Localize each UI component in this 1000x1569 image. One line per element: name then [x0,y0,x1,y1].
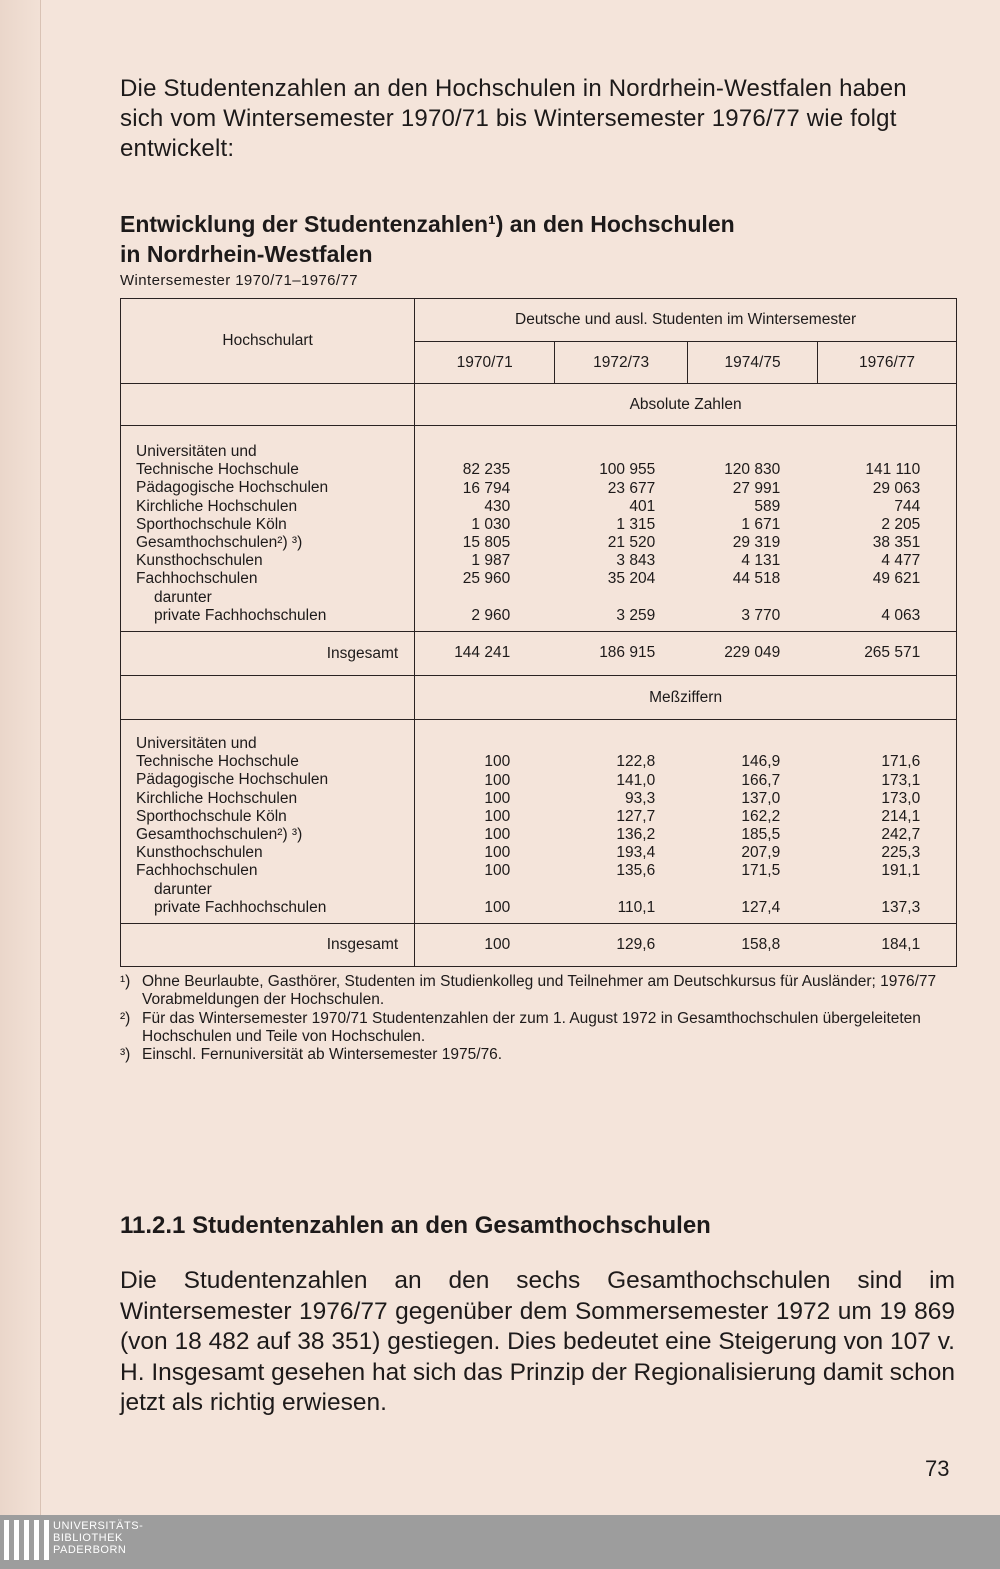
value-cell: 122,8 [616,753,656,771]
row-label: Pädagogische Hochschulen [136,771,329,789]
row-label: darunter [154,588,212,606]
value-cell: 207,9 [741,844,781,862]
intro-paragraph: Die Studentenzahlen an den Hochschulen in Nordrhein-Westfalen haben sich vom Wintersemester 1970/71 bis Wintersemester 1976/77 wie folgt entwickelt: [120,75,907,162]
total-cell: 129,6 [616,935,656,953]
total-cell: 229 049 [724,644,781,662]
value-cell: 100 [484,862,511,880]
value-cell: 100 [484,826,511,844]
value-cell: 120 830 [724,461,781,479]
value-cell: 100 [484,771,511,789]
row-label: Kunsthochschulen [136,552,263,570]
value-cell [510,443,655,461]
value-cell: 127,7 [616,807,656,825]
table-subtitle: Wintersemester 1970/71–1976/77 [120,272,358,289]
value-cell: 82 235 [462,461,511,479]
table-title [120,209,955,269]
value-cell: 3 770 [741,606,781,624]
value-cell: 137,3 [881,898,921,916]
row-labels-index [121,720,415,924]
value-cell: 430 [484,497,511,515]
row-label: Universitäten und [136,734,257,752]
value-cell: 744 [894,497,921,515]
value-cell [415,735,510,753]
row-label: Pädagogische Hochschulen [136,479,329,497]
value-cell: 4 477 [881,552,921,570]
value-cell: 21 520 [607,534,656,552]
value-cell: 15 805 [462,534,511,552]
value-cell [655,443,780,461]
student-table [120,298,957,967]
value-cell: 171,6 [881,753,921,771]
value-cell: 1 671 [741,515,781,533]
value-cell: 110,1 [617,898,656,916]
section-paragraph: Die Studentenzahlen an den sechs Gesamthochschulen sind im Wintersemester 1976/77 gegenüber dem Sommersemester 1972 um 19 869 (von 18 482 auf 38 351) gestiegen. Dies bedeutet eine Steigerung von 107 v. H. Insgesamt gesehen hat sich das Prinzip der Regionalisierung damit schon jetzt als richtig erwiesen. [120,1267,955,1416]
footnotes [120,973,956,1064]
value-cell: 166,7 [741,771,781,789]
row-label: darunter [154,880,212,898]
index-values [415,720,957,924]
value-cell [415,881,510,899]
value-cell: 137,0 [741,789,781,807]
value-cell: 38 351 [872,534,921,552]
value-cell: 44 518 [732,570,781,588]
total-label: Insgesamt [121,632,415,676]
value-cell [780,881,920,899]
row-label: Technische Hochschule [136,461,299,479]
absolute-values [415,426,957,632]
value-cell: 49 621 [872,570,921,588]
col-header-hochschulart: Hochschulart [121,299,415,384]
value-cell: 25 960 [462,570,511,588]
row-label: Sporthochschule Köln [136,515,287,533]
absolute-grid [415,443,956,625]
value-cell: 93,3 [625,789,656,807]
value-cell [510,735,655,753]
value-cell: 173,0 [881,789,921,807]
row-label: Kirchliche Hochschulen [136,497,298,515]
value-cell [655,881,780,899]
value-cell: 214,1 [881,807,921,825]
row-label: Kirchliche Hochschulen [136,789,298,807]
row-label: Gesamthochschulen²) ³) [136,825,303,843]
value-cell: 225,3 [881,844,921,862]
total-cell: 144 241 [454,644,511,662]
value-cell [655,735,780,753]
total-cell: 158,8 [741,935,781,953]
total-cell: 186 915 [599,644,656,662]
row-label: Kunsthochschulen [136,844,263,862]
value-cell [780,589,920,607]
value-cell: 185,5 [741,826,781,844]
value-cell [415,589,510,607]
total-cell: 184,1 [881,935,921,953]
value-cell: 100 955 [599,461,656,479]
value-cell [510,589,655,607]
value-cell: 16 794 [462,479,511,497]
value-cell: 29 063 [872,479,921,497]
year-header: 1974/75 [688,342,818,384]
value-cell: 173,1 [881,771,921,789]
page-number: 73 [925,1456,950,1481]
value-cell: 193,4 [616,844,656,862]
footnote: ³) Einschl. Fernuniversität ab Wintersemester 1975/76. [120,1046,503,1064]
value-cell: 100 [484,898,511,916]
value-cell: 136,2 [616,826,656,844]
value-cell: 135,6 [616,862,656,880]
value-cell: 100 [484,844,511,862]
value-cell: 3 259 [616,606,656,624]
value-cell: 1 030 [471,515,511,533]
row-labels-absolute [121,426,415,632]
index-grid [415,735,956,917]
value-cell: 4 063 [881,606,921,624]
value-cell [510,881,655,899]
value-cell: 589 [754,497,781,515]
section-absolute-zahlen: Absolute Zahlen [415,384,957,426]
value-cell: 100 [484,753,511,771]
value-cell: 100 [484,807,511,825]
value-cell: 146,9 [741,753,781,771]
row-label: Fachhochschulen [136,570,258,588]
value-cell [655,589,780,607]
year-header: 1972/73 [555,342,688,384]
library-footer-bar [0,1515,1000,1569]
value-cell: 191,1 [881,862,921,880]
value-cell: 27 991 [732,479,781,497]
value-cell: 171,5 [741,862,781,880]
footnote: ¹) Ohne Beurlaubte, Gasthörer, Studenten im Studienkolleg und Teilnehmer am Deutschkursus für Ausländer; 1976/77 Vorabmeldungen der Hochschulen. [120,973,937,1009]
value-cell: 100 [484,789,511,807]
value-cell: 1 987 [471,552,511,570]
row-label: Technische Hochschule [136,753,299,771]
section-messziffern: Meßziffern [415,676,957,720]
table-title-line-2: in Nordrhein-Westfalen [120,241,373,267]
total-cell: 100 [484,935,511,953]
row-label: private Fachhochschulen [154,606,327,624]
value-cell [780,735,920,753]
total-cell: 265 571 [864,644,921,662]
absolute-total-row [415,632,957,676]
value-cell: 127,4 [741,898,781,916]
library-name: UNIVERSITÄTS- BIBLIOTHEK PADERBORN [53,1520,144,1556]
footnote: ²) Für das Wintersemester 1970/71 Studentenzahlen der zum 1. August 1972 in Gesamthochschulen übergeleiteten Hochschulen und Teile von Hochschulen. [120,1009,921,1045]
index-total-row [415,924,957,967]
value-cell: 141,0 [616,771,656,789]
total-label: Insgesamt [121,924,415,967]
value-cell: 162,2 [741,807,781,825]
page-gutter [0,0,41,1515]
value-cell: 141 110 [865,461,921,479]
year-header: 1976/77 [818,342,957,384]
value-cell [415,443,510,461]
section-heading: 11.2.1 Studentenzahlen an den Gesamthochschulen [120,1212,711,1239]
library-logo-icon [4,1520,49,1560]
value-cell: 35 204 [607,570,656,588]
row-label: private Fachhochschulen [154,898,327,916]
value-cell [780,443,920,461]
value-cell: 2 205 [881,515,921,533]
value-cell: 401 [629,497,656,515]
value-cell: 1 315 [616,515,656,533]
year-header: 1970/71 [415,342,555,384]
row-label: Gesamthochschulen²) ³) [136,533,303,551]
row-label: Universitäten und [136,442,257,460]
value-cell: 242,7 [881,826,921,844]
group-header: Deutsche und ausl. Studenten im Wintersemester [415,299,957,342]
value-cell: 4 131 [741,552,781,570]
row-label: Sporthochschule Köln [136,807,287,825]
value-cell: 29 319 [732,534,781,552]
value-cell: 23 677 [607,479,656,497]
value-cell: 3 843 [616,552,656,570]
table-title-line-1: Entwicklung der Studentenzahlen¹) an den Hochschulen [120,211,735,237]
row-label: Fachhochschulen [136,862,258,880]
value-cell: 2 960 [471,606,511,624]
